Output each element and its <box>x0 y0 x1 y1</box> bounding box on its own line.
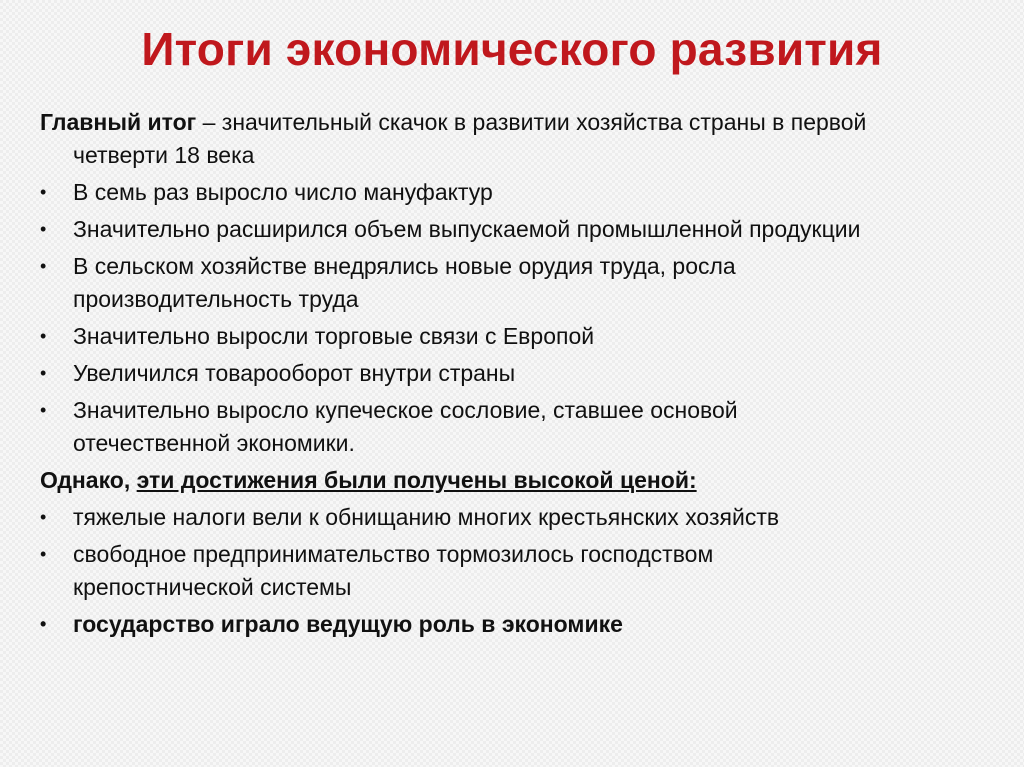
list-item-text: Увеличился товарооборот внутри страны <box>73 360 516 386</box>
main-result-text-line1: – значительный скачок в развитии хозяйства страны в первой <box>196 109 867 135</box>
however-paragraph <box>40 464 980 497</box>
list-item <box>40 176 980 209</box>
list-item-text-cont: производительность труда <box>73 286 359 312</box>
bullet-icon: • <box>40 400 47 420</box>
bullet-icon: • <box>40 614 47 634</box>
list-item-text: Значительно расширился объем выпускаемой промышленной продукции <box>73 216 861 242</box>
list-item-text: государство играло ведущую роль в экономике <box>73 611 623 637</box>
list-item-text: Значительно выросло купеческое сословие, ставшее основой <box>73 397 738 423</box>
main-result-lead: Главный итог <box>40 109 197 135</box>
bullet-icon: • <box>40 256 47 276</box>
however-lead: Однако, <box>40 467 137 493</box>
list-item <box>40 213 980 246</box>
costs-list <box>40 501 980 641</box>
list-item <box>40 320 980 353</box>
bullet-icon: • <box>40 219 47 239</box>
list-item-text: В сельском хозяйстве внедрялись новые орудия труда, росла <box>73 253 736 279</box>
main-result-paragraph <box>40 106 980 172</box>
main-result-text-line2: четверти 18 века <box>73 142 255 168</box>
bullet-icon: • <box>40 507 47 527</box>
bullet-icon: • <box>40 363 47 383</box>
list-item <box>40 394 980 460</box>
bullet-icon: • <box>40 182 47 202</box>
list-item <box>40 608 980 641</box>
list-item-text: свободное предпринимательство тормозилось господством <box>73 541 714 567</box>
achievements-list <box>40 176 980 460</box>
list-item-text-cont: отечественной экономики. <box>73 430 355 456</box>
list-item-text: тяжелые налоги вели к обнищанию многих крестьянских хозяйств <box>73 504 780 530</box>
bullet-icon: • <box>40 326 47 346</box>
slide-body <box>40 106 980 645</box>
list-item-text: В семь раз выросло число мануфактур <box>73 179 493 205</box>
slide-title: Итоги экономического развития <box>141 23 883 75</box>
list-item-text-cont: крепостнической системы <box>73 574 352 600</box>
list-item-text: Значительно выросли торговые связи с Европой <box>73 323 595 349</box>
list-item <box>40 250 980 316</box>
however-underlined: эти достижения были получены высокой ценой: <box>136 467 697 493</box>
bullet-icon: • <box>40 544 47 564</box>
list-item <box>40 357 980 390</box>
list-item <box>40 501 980 534</box>
list-item <box>40 538 980 604</box>
